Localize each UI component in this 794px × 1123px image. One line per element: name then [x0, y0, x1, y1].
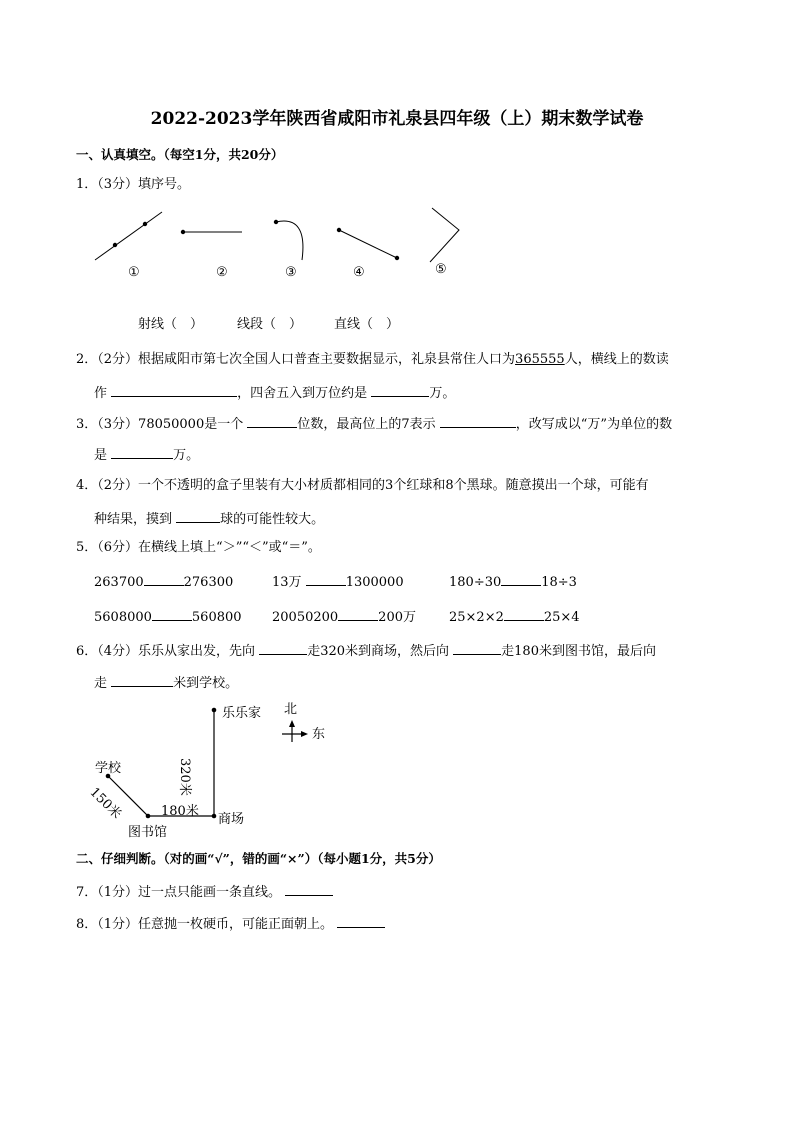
q5-compare-3	[449, 571, 577, 592]
map-label-home: 乐乐家	[222, 706, 262, 721]
q3-text-e: 万。	[173, 448, 200, 463]
compare-left: 13万	[272, 575, 302, 590]
compare-right: 25×4	[543, 610, 580, 625]
map-label-mall: 商场	[218, 812, 245, 827]
distance-label-320: 320米	[177, 758, 192, 796]
q2-line-1	[76, 351, 669, 369]
map-label-library: 图书馆	[128, 825, 168, 840]
section-1-heading: 一、认真填空。（每空1分，共20分）	[76, 147, 284, 162]
map-label-school: 学校	[95, 761, 122, 776]
curve-figure-3	[276, 221, 303, 260]
q3-blank-meaning[interactable]	[440, 413, 516, 428]
compare-left: 5608000	[94, 610, 152, 625]
compare-left: 180÷30	[449, 575, 502, 590]
compare-left: 20050200	[272, 610, 339, 625]
angle-figure-5	[430, 208, 459, 262]
q6-line-2	[94, 672, 238, 693]
answer-line: 直线（ ）	[334, 317, 400, 332]
point	[181, 230, 185, 234]
q5-compare-4	[94, 606, 242, 627]
compare-blank[interactable]	[338, 606, 378, 621]
compare-blank[interactable]	[152, 606, 192, 621]
q6-blank-dir-1[interactable]	[259, 640, 307, 655]
q4-blank-color[interactable]	[176, 508, 220, 523]
compass-east-label: 东	[312, 727, 326, 742]
library-point	[146, 814, 151, 819]
q5-compare-5	[272, 606, 416, 627]
page-title: 2022-2023学年陕西省咸阳市礼泉县四年级（上）期末数学试卷	[150, 109, 644, 129]
figure-label-5: ⑤	[435, 262, 447, 277]
q8-blank[interactable]	[337, 913, 385, 928]
compare-right: 1300000	[345, 575, 404, 590]
q6-blank-dir-2[interactable]	[453, 640, 501, 655]
point	[337, 228, 341, 232]
compare-blank[interactable]	[504, 606, 544, 621]
q2-line-2	[94, 382, 455, 403]
q2-text-b: 人，横线上的数读	[564, 352, 669, 367]
figure-label-3: ③	[285, 265, 297, 280]
answer-segment: 线段（ ）	[237, 317, 303, 332]
q2-text-d: ，四舍五入到万位约是	[237, 386, 368, 401]
q4-text-b: 球的可能性较大。	[220, 512, 325, 527]
compare-right: 276300	[183, 575, 234, 590]
q6-text-d: 走	[94, 676, 108, 691]
compass-east-arrow	[301, 731, 308, 737]
section-2-heading: 二、仔细判断。（对的画“√”，错的画“×”）（每小题1分，共5分）	[76, 851, 441, 866]
q2-number: 365555	[515, 352, 565, 367]
compare-right: 200万	[378, 610, 416, 625]
q2-text-c: 作	[94, 386, 108, 401]
compare-right: 560800	[191, 610, 242, 625]
compare-blank[interactable]	[306, 571, 346, 586]
q2-text-e: 万。	[429, 386, 456, 401]
compare-right: 18÷3	[541, 575, 577, 590]
mall-point	[212, 814, 217, 819]
q3-blank-wan[interactable]	[111, 444, 173, 459]
q3-text-b: 位数，最高位上的7表示	[297, 417, 436, 432]
q6-text-a: 6．（4分）乐乐从家出发，先向	[76, 644, 256, 659]
point	[143, 222, 147, 226]
figure-label-1: ①	[128, 265, 140, 280]
distance-label-180: 180米	[161, 804, 199, 819]
q8-text: 8．（1分）任意抛一枚硬币，可能正面朝上。	[76, 917, 334, 932]
q2-blank-reading[interactable]	[111, 382, 237, 397]
compare-blank[interactable]	[144, 571, 184, 586]
q1-figure	[80, 200, 480, 290]
q5-stem: 5．（6分）在横线上填上“＞”“＜”或“＝”。	[76, 540, 321, 555]
home-point	[212, 708, 217, 713]
answer-ray: 射线（ ）	[138, 317, 204, 332]
point	[395, 256, 399, 260]
point	[113, 243, 117, 247]
line-figure-1	[95, 212, 162, 260]
q3-line-1	[76, 413, 672, 434]
q4-text-a: 种结果，摸到	[94, 512, 173, 527]
point	[274, 220, 278, 224]
q1-stem: 1．（3分）填序号。	[76, 177, 191, 192]
q4-line-2	[94, 508, 324, 529]
q4-line-1: 4．（2分）一个不透明的盒子里装有大小材质都相同的3个红球和8个黑球。随意摸出一个球，可能有	[76, 478, 649, 493]
q3-line-2	[94, 444, 199, 465]
compare-blank[interactable]	[501, 571, 541, 586]
q2-text-a: 2．（2分）根据咸阳市第七次全国人口普查主要数据显示，礼泉县常住人口为	[76, 352, 516, 367]
q5-compare-2	[272, 571, 404, 592]
q3-text-a: 3．（3分）78050000是一个	[76, 417, 244, 432]
q6-text-c: 走180米到图书馆，最后向	[501, 644, 656, 659]
compass-north-arrow	[289, 720, 295, 727]
distance-label-150: 150米	[86, 784, 124, 823]
segment-figure-4	[339, 230, 397, 258]
q3-text-d: 是	[94, 448, 108, 463]
q6-text-b: 走320米到商场，然后向	[307, 644, 450, 659]
figure-label-4: ④	[353, 265, 365, 280]
figure-label-2: ②	[216, 265, 228, 280]
compare-left: 263700	[94, 575, 144, 590]
q7-text: 7．（1分）过一点只能画一条直线。	[76, 885, 282, 900]
q2-blank-approx[interactable]	[371, 382, 429, 397]
q6-text-e: 米到学校。	[173, 676, 239, 691]
q5-compare-1	[94, 571, 233, 592]
q6-blank-distance[interactable]	[111, 672, 173, 687]
q5-compare-6	[449, 606, 580, 627]
q6-line-1	[76, 640, 656, 661]
compass-north-label: 北	[284, 702, 298, 717]
compare-left: 25×2×2	[449, 610, 504, 625]
q3-blank-digits[interactable]	[247, 413, 297, 428]
q8	[76, 913, 385, 934]
q7-blank[interactable]	[285, 881, 333, 896]
q3-text-c: ，改写成以“万”为单位的数	[515, 417, 673, 432]
q7	[76, 881, 333, 902]
